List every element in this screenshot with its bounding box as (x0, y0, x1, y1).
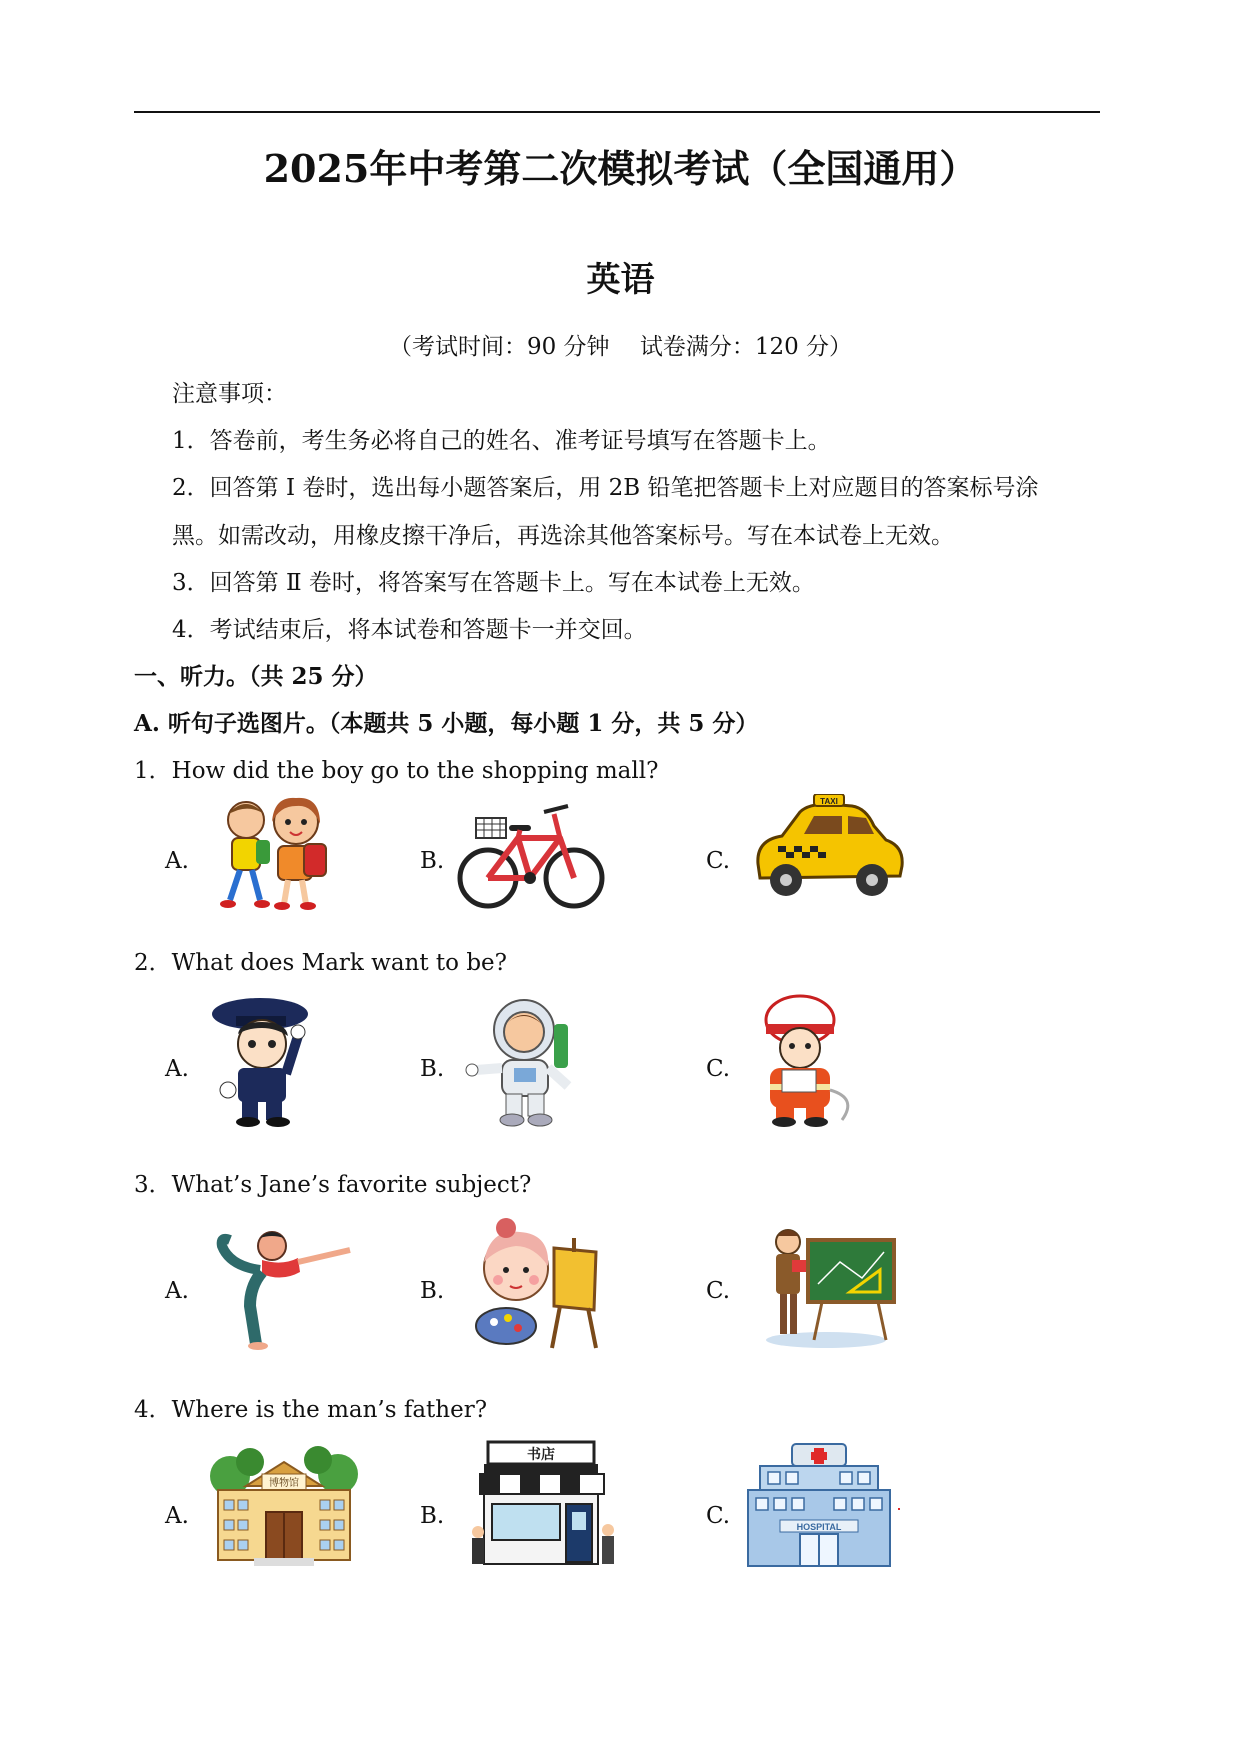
yoga-girl-picture (210, 1226, 354, 1350)
section-heading: 一、听力。（共 25 分） (134, 663, 378, 690)
notice-item-3: 3．回答第 Ⅱ 卷时，将答案写在答题卡上。写在本试卷上无效。 (172, 570, 815, 596)
painting-girl-picture (470, 1218, 600, 1350)
top-rule (134, 111, 1100, 113)
notice-heading: 注意事项： (172, 381, 287, 407)
policeman-picture (206, 994, 318, 1128)
q3-option-c-label: C. (706, 1278, 731, 1304)
q2-option-a-label: A. (165, 1056, 189, 1082)
astronaut-picture (462, 994, 582, 1128)
q2-option-c-label: C. (706, 1056, 731, 1082)
taxi-picture (748, 794, 908, 906)
notice-item-4: 4．考试结束后，将本试卷和答题卡一并交回。 (172, 617, 647, 643)
q3-option-b-label: B. (420, 1278, 445, 1304)
math-teacher-picture (766, 1222, 898, 1350)
q2-option-b-label: B. (420, 1056, 445, 1082)
q1-option-b-label: B. (420, 848, 445, 874)
notice-item-1: 1．答卷前，考生务必将自己的姓名、准考证号填写在答题卡上。 (172, 428, 831, 454)
exam-info: （考试时间：90 分钟 试卷满分：120 分） (388, 334, 853, 360)
firefighter-picture (742, 994, 860, 1128)
q4-option-b-label: B. (420, 1503, 445, 1529)
q1-option-a-label: A. (165, 848, 189, 874)
q1-option-c-label: C. (706, 848, 731, 874)
exam-title: 2025年中考第二次模拟考试（全国通用） (263, 146, 978, 191)
notice-item-2: 2．回答第 Ⅰ 卷时，选出每小题答案后，用 2B 铅笔把答题卡上对应题目的答案标号涂 (172, 475, 1039, 501)
question-1: 1．How did the boy go to the shopping mall? (134, 758, 659, 784)
bookstore-sign: 书店 (527, 1447, 555, 1463)
notice-item-2-cont: 黑。如需改动，用橡皮擦干净后，再选涂其他答案标号。写在本试卷上无效。 (172, 523, 954, 549)
subject-title: 英语 (586, 260, 655, 300)
part-a-heading: A. 听句子选图片。（本题共 5 小题，每小题 1 分，共 5 分） (134, 710, 759, 737)
bookstore-picture (468, 1440, 616, 1570)
question-4: 4．Where is the man’s father? (134, 1397, 488, 1423)
walking-children-picture (208, 792, 332, 914)
taxi-sign: TAXI (820, 797, 838, 806)
museum-sign: 博物馆 (269, 1478, 299, 1489)
museum-picture (210, 1446, 358, 1570)
hospital-sign: HOSPITAL (796, 1522, 842, 1532)
hospital-picture (744, 1440, 894, 1570)
red-dot (898, 1508, 900, 1510)
q3-option-a-label: A. (165, 1278, 189, 1304)
question-3: 3．What’s Jane’s favorite subject? (134, 1172, 532, 1198)
q4-option-a-label: A. (165, 1503, 189, 1529)
bicycle-picture (456, 792, 606, 914)
question-2: 2．What does Mark want to be? (134, 950, 507, 976)
q4-option-c-label: C. (706, 1503, 731, 1529)
